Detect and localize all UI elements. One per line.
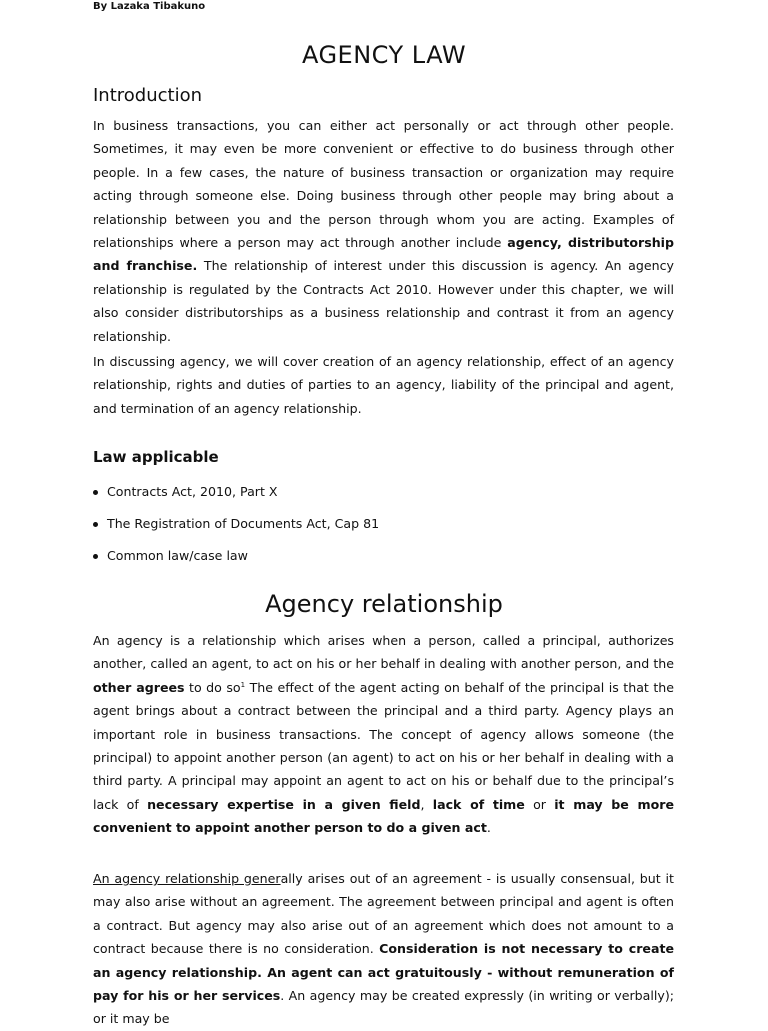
intro-paragraph-2: In discussing agency, we will cover creation of an agency relationship, effect of an agency relationship, rights and duties of parties to an agency, liability of the principal and agent, and termination of an agency relationship. [93, 354, 674, 416]
section-heading-agency-relationship: Agency relationship [265, 590, 503, 618]
document-title: AGENCY LAW [301, 41, 467, 69]
law-applicable-list [93, 482, 379, 578]
section-heading-law-applicable: Law applicable [93, 448, 219, 466]
list-item: The Registration of Documents Act, Cap 81 [93, 514, 379, 546]
author-line: By Lazaka Tibakuno [93, 1, 206, 12]
list-item: Common law/case law [93, 546, 379, 578]
footnote-marker: 1 [240, 680, 246, 689]
intro-paragraph-1: In business transactions, you can either act personally or act through other people. Sometimes, it may even be more convenient or effective to do business through other people. In a few cases, the nature of business transaction or organization may require acting through someone else. Doing business through other people may bring about a relationship between you and the person through whom you are acting. Examples of relationships where a person may act through another include agency, distributorship and franchise. The relationship of interest under this discussion is agency. An agency relationship is regulated by the Contracts Act 2010. However under this chapter, we will also consider distributorships as a business relationship and contrast it from an agency relationship. [93, 118, 675, 344]
agency-paragraph-1: An agency is a relationship which arises when a person, called a principal, authorizes another, called an agent, to act on his or her behalf in dealing with another person, and the other agrees to do $so^1$ The effect of the agent acting on behalf of the principal is that the agent brings about a contract between the principal and a third party. Agency plays an important role in business transactions. The concept of agency allows someone (the principal) to appoint another person (an agent) to act on his or her behalf in dealing with a third party. A principal may appoint an agent to act on his or behalf due to the principal’s lack of necessary expertise in a given field, lack of time or it may be more convenient to appoint another person to do a given act. [93, 633, 675, 836]
agency-paragraph-2: An agency relationship generally arises out of an agreement - is usually consensual, but it may also arise without an agreement. The agreement between principal and agent is often a contract. But agency may also arise out of an agreement which does not amount to a contract because there is no consideration. Consideration is not necessary to create an agency relationship. An agent can act gratuitously - without remuneration of pay for his or her services. An agency may be created expressly (in writing or verbally); or it may be [93, 871, 675, 1027]
section-heading-introduction: Introduction [93, 85, 203, 106]
underlined-text: An agency relationship gener [93, 871, 281, 886]
list-item: Contracts Act, 2010, Part X [93, 482, 379, 514]
